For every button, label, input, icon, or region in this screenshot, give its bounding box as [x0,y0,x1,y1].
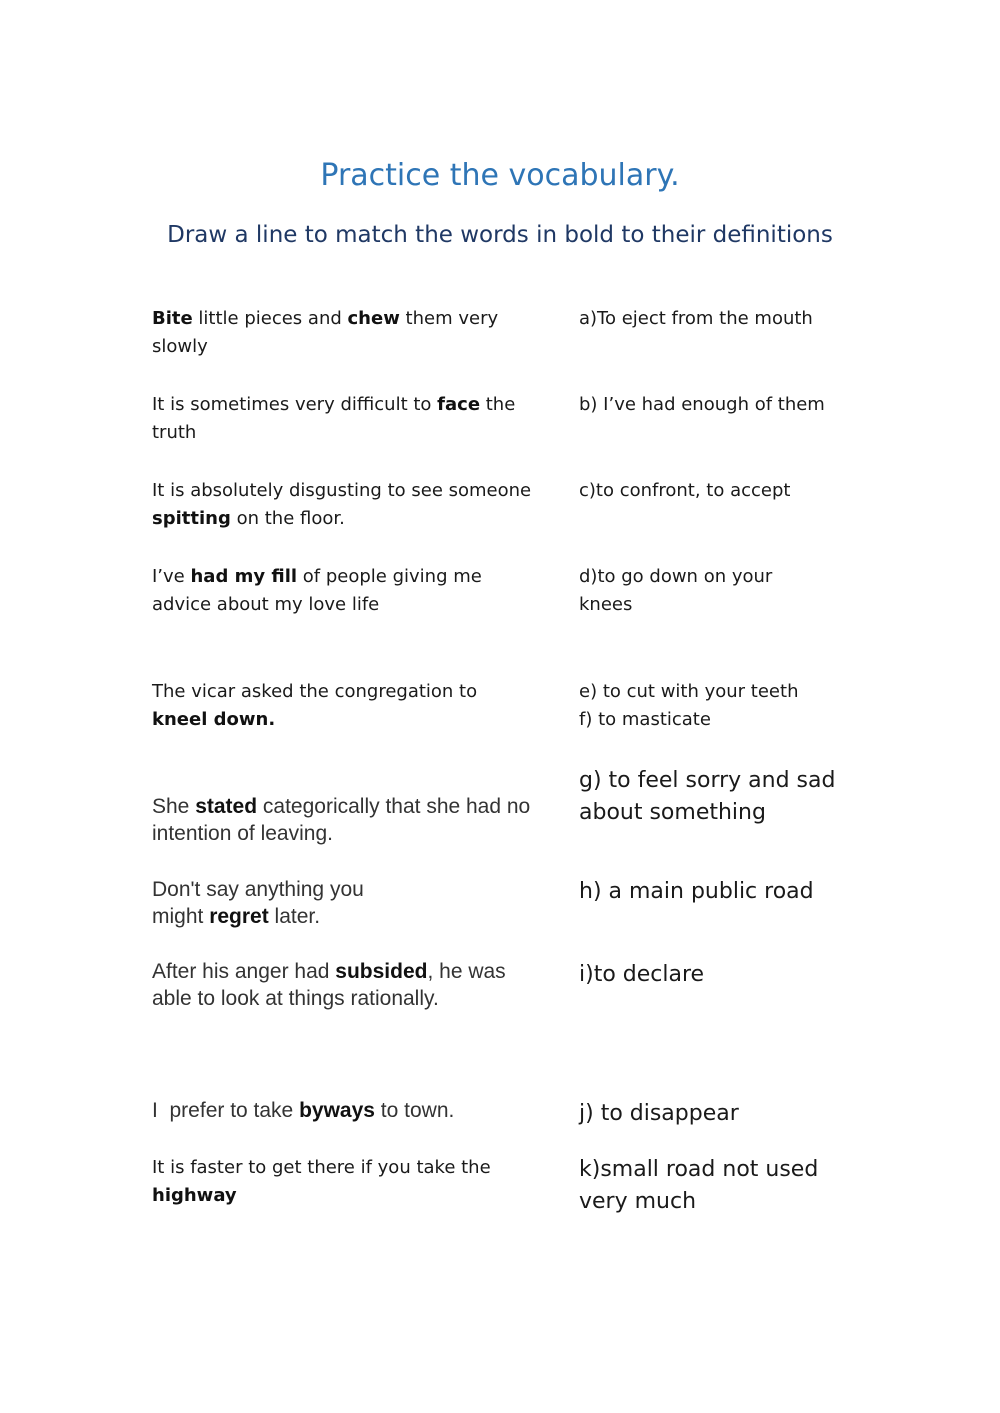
sentence-1: Bite little pieces and chew them very slowly [152,308,499,357]
definition-d: d)to go down on your knees [579,566,773,615]
sentence-3: It is absolutely disgusting to see someone spitting on the floor. [152,480,532,529]
bold-word-face: face [437,394,481,415]
definition-f: f) to masticate [579,709,711,730]
worksheet-title: Practice the vocabulary. [320,158,680,193]
bold-word-spitting: spitting [152,508,231,529]
sentence-9: I prefer to take byways to town. [152,1099,455,1122]
bold-word-stated: stated [195,795,258,818]
sentence-7: Don't say anything you might regret later. [152,878,364,928]
definition-a: a)To eject from the mouth [579,308,813,329]
definition-k: k)small road not used very much [579,1157,819,1214]
sentence-2: It is sometimes very difficult to face the truth [152,394,516,443]
bold-word-kneel-down: kneel down. [152,709,276,730]
bold-word-chew: chew [347,308,400,329]
worksheet-instructions: Draw a line to match the words in bold to their definitions [167,222,833,248]
bold-word-byways: byways [299,1099,375,1122]
sentence-8: After his anger had subsided, he was able to look at things rationally. [152,960,506,1010]
definition-i: i)to declare [579,962,705,987]
sentence-4: I’ve had my fill of people giving me advice about my love life [152,566,482,615]
definition-e: e) to cut with your teeth [579,681,799,702]
bold-word-had-my-fill: had my fill [190,566,298,587]
sentence-6: She stated categorically that she had no intention of leaving. [152,795,531,845]
bold-word-subsided: subsided [335,960,428,983]
definition-g: g) to feel sorry and sad about something [579,768,836,825]
definition-h: h) a main public road [579,879,814,904]
sentence-5: The vicar asked the congregation to kneel down. [152,681,478,730]
definition-b: b) I’ve had enough of them [579,394,825,415]
bold-word-regret: regret [209,905,269,928]
definition-j: j) to disappear [579,1101,739,1126]
bold-word-highway: highway [152,1185,237,1206]
definition-c: c)to confront, to accept [579,480,791,501]
sentence-10: It is faster to get there if you take the highway [152,1157,491,1206]
bold-word-bite: Bite [152,308,193,329]
